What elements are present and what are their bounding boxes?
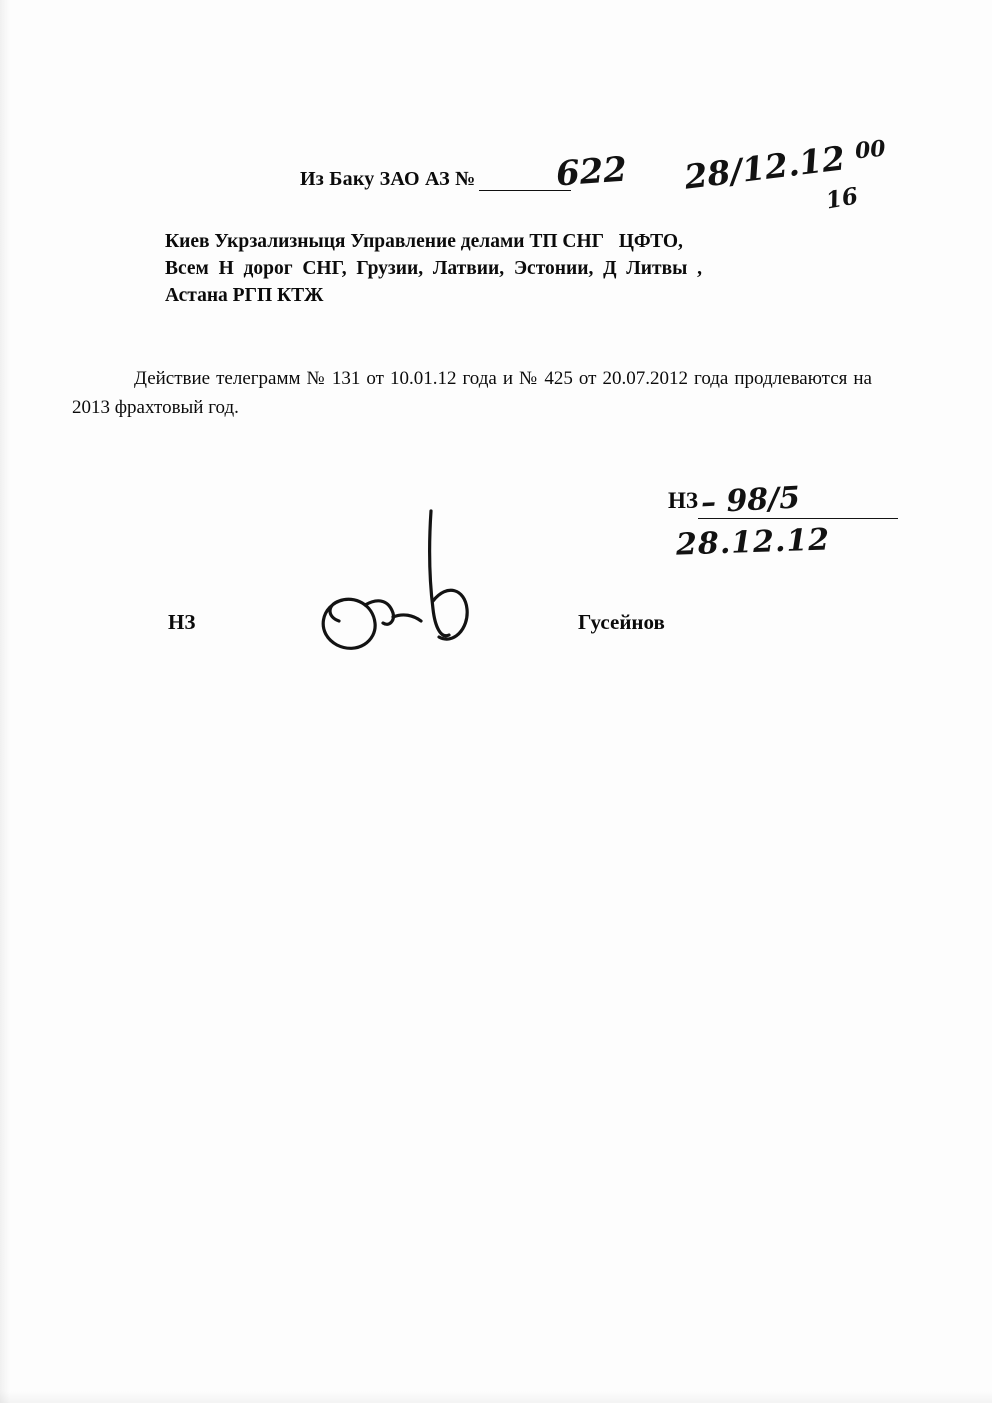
resolution-handwritten-date: 28.12.12	[675, 522, 831, 563]
addressee-line: Киев Укрзализныця Управление делами ТП СНГ ЦФТО,	[165, 231, 683, 252]
addressee-line: Астана РГП КТЖ	[165, 285, 324, 306]
handwritten-time-bottom: 16	[823, 182, 861, 215]
signature-name: Гусейнов	[578, 610, 665, 634]
resolution-handwritten-code: – 98/5	[700, 480, 801, 521]
resolution-block	[668, 480, 898, 563]
scan-edge-left	[0, 0, 10, 1403]
signature-scribble-icon	[305, 505, 485, 665]
addressee-block	[165, 228, 865, 309]
handwritten-date: 28/12.12	[682, 138, 848, 197]
body-text	[72, 364, 872, 422]
resolution-code: НЗ	[668, 488, 699, 513]
addressee-line: Всем Н дорог СНГ, Грузии, Латвии, Эстонии, Д Литвы ,	[165, 258, 703, 279]
handwritten-number: 622	[554, 149, 629, 195]
document-header-line	[300, 168, 571, 191]
signature-position: НЗ	[168, 610, 196, 634]
handwritten-time-top: 00	[853, 135, 887, 165]
origin-label: Из Баку ЗАО АЗ №	[300, 168, 476, 190]
scan-edge-bottom	[0, 1391, 992, 1403]
body-paragraph: Действие телеграмм № 131 от 10.01.12 года и № 425 от 20.07.2012 года продлеваются на 2013 фрахтовый год.	[72, 368, 872, 418]
